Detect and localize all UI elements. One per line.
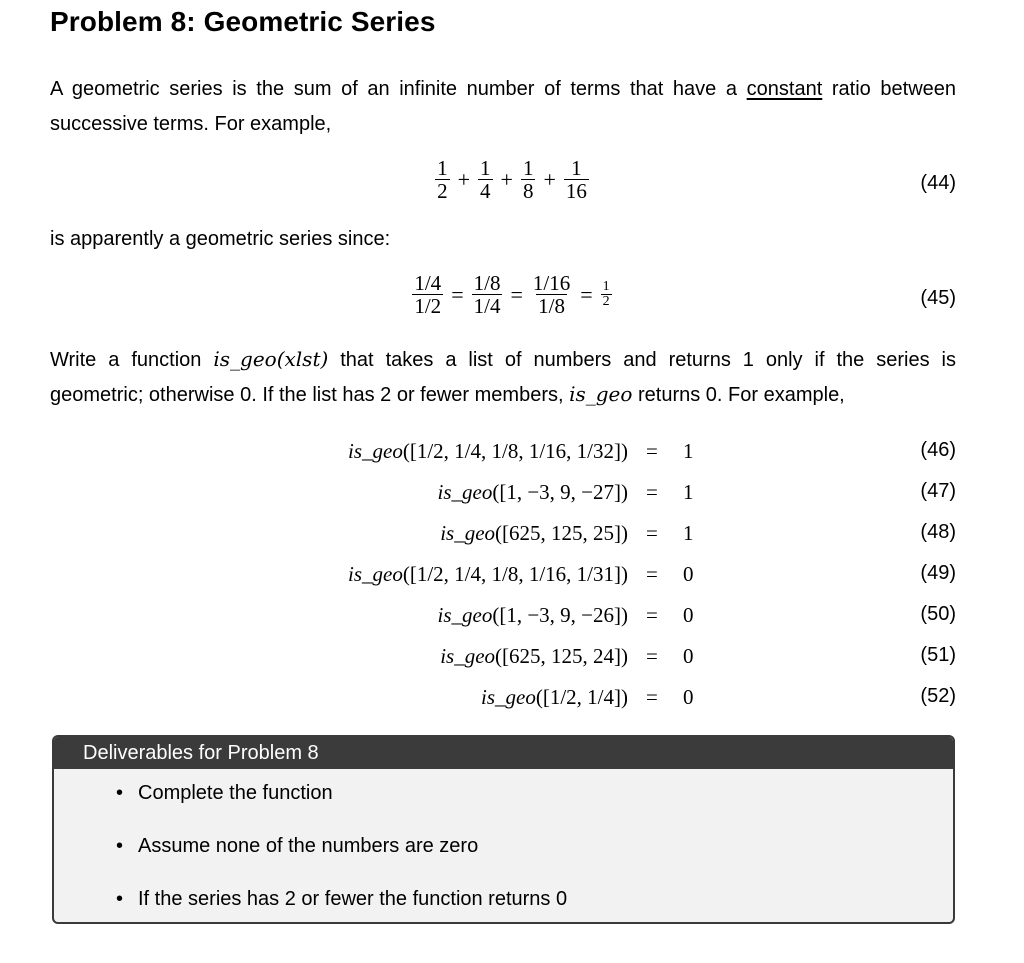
example-call: [438, 603, 629, 628]
list-item: [116, 782, 333, 805]
function-name: is_geo: [440, 644, 496, 668]
example-row: [0, 562, 1024, 590]
equation-number: (49): [920, 562, 956, 584]
bullet-icon: •: [116, 782, 124, 804]
example-result: 0: [683, 644, 694, 668]
plus-sign: +: [500, 166, 513, 192]
example-call: [348, 562, 628, 587]
fraction-denominator: 2: [602, 294, 610, 309]
example-argument: ([1, −3, 9, −26]): [492, 603, 628, 627]
fraction-small: [601, 280, 612, 309]
list-item: [116, 835, 479, 858]
bullet-icon: •: [116, 835, 124, 857]
constant-underlined: constant: [746, 78, 823, 100]
equals-sign: =: [646, 439, 658, 463]
function-name: is_geo: [481, 685, 536, 709]
list-item-text: If the series has 2 or fewer the function returns 0: [138, 888, 568, 910]
fraction-denominator: 1/8: [538, 294, 565, 318]
function-name: is_geo: [437, 603, 493, 627]
fraction-numerator: 1: [522, 156, 534, 180]
function-name: is_geo: [348, 439, 403, 463]
equals-sign: =: [646, 603, 658, 627]
list-item-text: Assume none of the numbers are zero: [138, 835, 479, 857]
equals-sign: =: [646, 480, 658, 504]
example-row: [0, 603, 1024, 631]
example-result: 1: [683, 439, 694, 463]
equals-sign: =: [451, 281, 464, 307]
fraction-numerator: 1: [480, 156, 491, 180]
fraction-denominator: 1/4: [473, 294, 501, 318]
example-argument: ([625, 125, 24]): [495, 644, 628, 668]
task-text: that takes a list of numbers and returns 1 only if the series is: [328, 349, 956, 371]
function-signature: is_geo(xlst): [213, 347, 329, 371]
fraction-numerator: 1: [602, 279, 610, 294]
task-text: geometric; otherwise 0. If the list has 2 or fewer members,: [50, 384, 570, 406]
fraction-numerator: 1/4: [414, 271, 442, 295]
fraction: [564, 157, 589, 202]
example-row: [0, 439, 1024, 467]
intro-line-1: [50, 72, 956, 107]
equation-number: (47): [920, 480, 956, 502]
example-result: 1: [683, 480, 694, 504]
example-call: [348, 439, 628, 464]
equation-number: (45): [920, 287, 956, 309]
bullet-icon: •: [116, 888, 124, 910]
equation-44: [0, 157, 1024, 202]
fraction-denominator: 16: [565, 179, 587, 203]
example-argument: ([1/2, 1/4, 1/8, 1/16, 1/32]): [402, 439, 628, 463]
example-call: [440, 644, 628, 669]
example-argument: ([1/2, 1/4]): [535, 685, 628, 709]
fraction-numerator: 1: [571, 156, 582, 180]
equals-sign: =: [646, 644, 658, 668]
deliverables-box: [52, 735, 955, 924]
fraction-numerator: 1/8: [473, 271, 501, 295]
function-name: is_geo: [348, 562, 403, 586]
task-line-2: [50, 377, 956, 413]
example-row: [0, 685, 1024, 713]
fraction-numerator: 1: [437, 156, 448, 180]
fraction-denominator: 4: [480, 179, 491, 203]
fraction: [472, 272, 503, 317]
intro-text-before: A geometric series is the sum of an infinite number of terms that have a: [50, 78, 747, 100]
task-line-1: [50, 342, 956, 378]
list-item: [116, 888, 568, 911]
example-call: [438, 480, 629, 505]
fraction: [478, 157, 493, 202]
fraction-denominator: 8: [522, 179, 534, 203]
example-result: 1: [683, 521, 694, 545]
equation-number: (52): [920, 685, 956, 707]
equation-45: [0, 272, 1024, 317]
equation-number: (46): [920, 439, 956, 461]
equation-number: (51): [920, 644, 956, 666]
task-text: returns 0. For example,: [632, 384, 845, 406]
equals-sign: =: [646, 685, 658, 709]
list-item-text: Complete the function: [138, 782, 333, 804]
plus-sign: +: [457, 166, 471, 192]
example-result: 0: [683, 562, 694, 586]
example-row: [0, 644, 1024, 672]
deliverables-heading: Deliverables for Problem 8: [54, 737, 953, 769]
equals-sign: =: [510, 281, 523, 307]
page-title: Problem 8: Geometric Series: [50, 6, 436, 37]
function-name: is_geo: [569, 382, 633, 406]
fraction-numerator: 1/16: [532, 271, 571, 295]
equals-sign: =: [646, 562, 658, 586]
fraction: [412, 272, 443, 317]
equation-number: (48): [920, 521, 956, 543]
equation-number: (44): [920, 172, 956, 194]
fraction: [521, 157, 536, 202]
fraction: [435, 157, 450, 202]
equation-number: (50): [920, 603, 956, 625]
task-text: Write a function: [50, 349, 214, 371]
example-result: 0: [683, 603, 694, 627]
example-call: [481, 685, 628, 710]
fraction-denominator: 1/2: [414, 294, 442, 318]
example-row: [0, 521, 1024, 549]
intro-text-after: ratio between: [822, 78, 957, 100]
intro-line-2: successive terms. For example,: [50, 113, 332, 135]
example-argument: ([625, 125, 25]): [495, 521, 628, 545]
apparently-text: is apparently a geometric series since:: [50, 228, 391, 250]
function-name: is_geo: [440, 521, 496, 545]
example-result: 0: [683, 685, 694, 709]
equals-sign: =: [580, 281, 593, 307]
fraction: [531, 272, 572, 317]
equals-sign: =: [646, 521, 658, 545]
function-name: is_geo: [437, 480, 493, 504]
fraction-denominator: 2: [437, 179, 448, 203]
plus-sign: +: [543, 166, 556, 192]
example-row: [0, 480, 1024, 508]
example-argument: ([1/2, 1/4, 1/8, 1/16, 1/31]): [402, 562, 628, 586]
example-argument: ([1, −3, 9, −27]): [492, 480, 628, 504]
example-call: [440, 521, 628, 546]
